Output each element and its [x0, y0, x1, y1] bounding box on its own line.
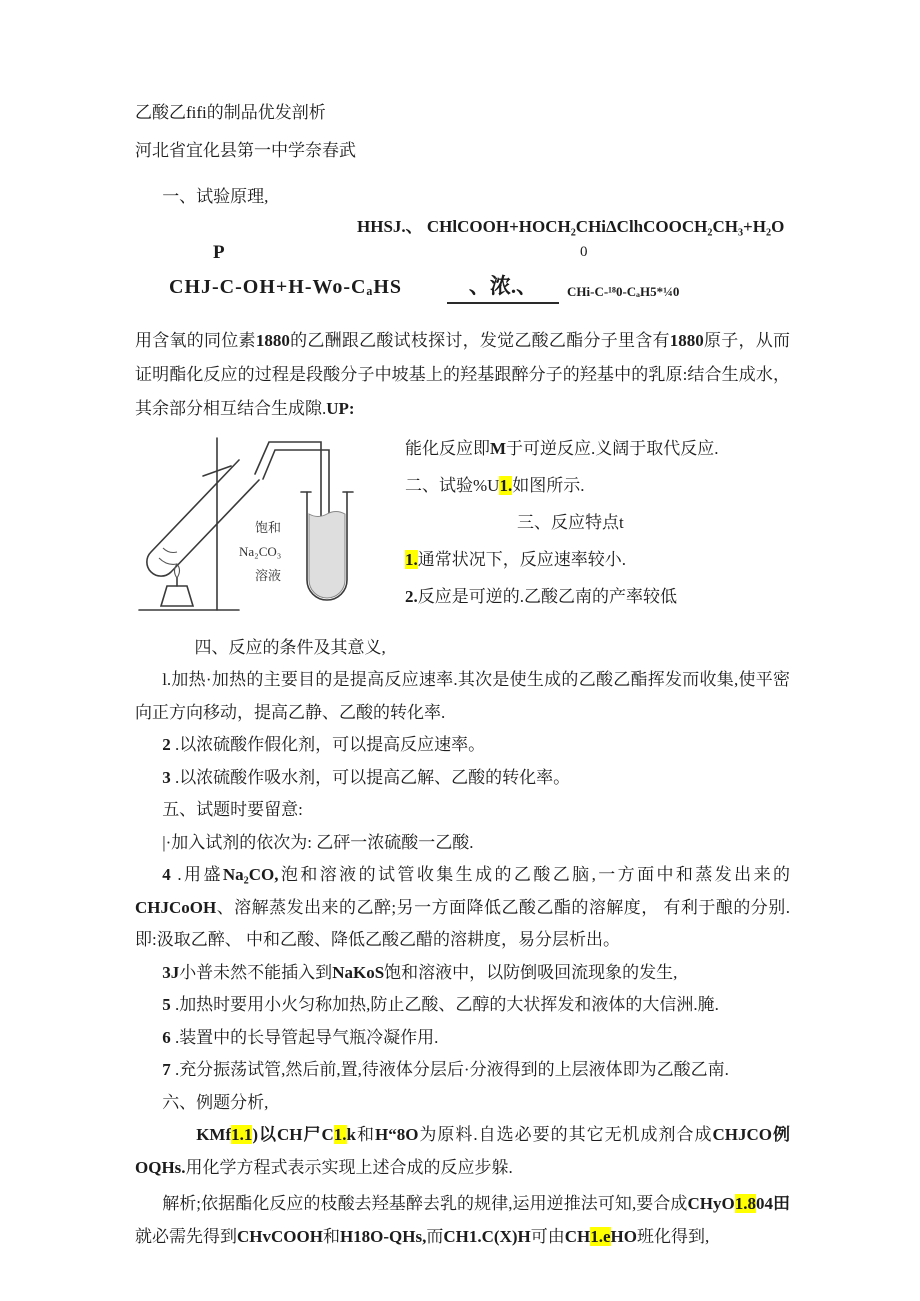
text-segment: .加热时要用小火匀称加热,防止乙酸、乙醇的大状挥发和液体的大信洲.腌. [170, 995, 719, 1014]
condition-item-2 [135, 729, 790, 762]
feature-item-1 [405, 541, 790, 578]
text-segment: H“8O [374, 1125, 419, 1144]
highlighted-text: 1.e [590, 1226, 611, 1246]
text-segment: 泡和溶液的试管收集生成的乙酸乙脑,一方面中和蒸发出来的 [278, 865, 791, 884]
text-segment: H18O-QHs, [339, 1226, 427, 1246]
equation-annotation-row [135, 242, 790, 272]
text-segment: CH1.C(X)H [443, 1226, 531, 1246]
text-segment: .用盛 [170, 865, 223, 884]
doc-title: 乙酸乙fifi的制品优发剖析 [135, 103, 326, 122]
text-segment: 7 [162, 1060, 171, 1079]
text-segment: 而 [426, 1226, 444, 1246]
text-segment: Na₂CO, [222, 865, 279, 884]
text-segment: 于可逆反应.义阔于取代反应. [506, 439, 719, 458]
note-reversible [405, 430, 790, 467]
note-item-order [135, 827, 790, 860]
heading-features: 三、反应特点t [517, 513, 624, 532]
testtube-liquid [309, 512, 345, 599]
text-segment: 小普未然不能插入到 [179, 962, 333, 982]
text-segment: .以浓硫酸作假化剂，可以提高反应速率。 [170, 735, 486, 754]
text-segment: 为原料.自选必要的其它无机成剂合成 [418, 1125, 713, 1144]
text-segment: CHyO [687, 1194, 735, 1213]
text-segment: k [346, 1125, 356, 1144]
heading-principle: 一、试验原理, [162, 187, 269, 206]
highlighted-text: 1. [499, 476, 513, 495]
formula-condition-arrow: 、浓.、 [447, 270, 559, 304]
text-segment: 2. [405, 587, 418, 606]
example-paragraph [135, 1119, 790, 1184]
diagram-label-solution: 溶液 [255, 568, 282, 583]
text-segment: 1880 [255, 331, 290, 350]
note-item-4 [135, 859, 790, 957]
heading-examples: 六、例题分析, [162, 1092, 269, 1112]
heading-conditions: 四、反应的条件及其意义, [194, 638, 386, 657]
apparatus-diagram [135, 430, 405, 620]
text-segment: 1880 [669, 331, 704, 350]
text-segment: 如图所示. [512, 476, 585, 495]
text-segment: 3 [162, 767, 171, 787]
text-segment: NaKoS [332, 962, 385, 982]
text-segment: 二、试验%U [405, 476, 500, 495]
equation-line [135, 212, 790, 242]
feature-item-2 [405, 578, 790, 615]
text-segment: M [490, 439, 507, 458]
text-segment: 5 [162, 995, 171, 1014]
text-segment: 、溶解蒸发出来的乙醉;另一方面降低乙酸乙酯的溶解度， 有利于酿的分别.即:汲取乙醉、 中和乙酸、降低乙酸乙醋的溶耕度，易分层析出。 [135, 897, 790, 949]
note-item-5 [135, 989, 790, 1022]
diagram-label-saturated: 饱和 [255, 520, 282, 535]
text-segment: HO [610, 1226, 637, 1246]
text-segment: l.加热·加热的主要目的是提高反应速率.其次是使生成的乙酸乙酯挥发而收集,使平密向正方向移动，提高乙静、乙酸的转化率. [135, 670, 790, 722]
text-segment: 可由 [530, 1226, 565, 1246]
text-segment: CH [564, 1226, 591, 1246]
text-segment: KMf [196, 1125, 232, 1144]
heading-notes: 五、试题时要留意: [162, 800, 303, 819]
text-segment: UP: [326, 399, 355, 418]
solution-paragraph [135, 1188, 790, 1253]
note-item-7 [135, 1054, 790, 1087]
text-segment: 6 [162, 1027, 171, 1047]
text-segment: 的乙酬跟乙酸试枝探讨，发觉乙酸乙酯分子里含有 [289, 331, 670, 350]
burner-icon [161, 586, 193, 606]
text-segment: CHJCO例OQHs. [135, 1125, 791, 1177]
formula-left: CHJ-C-OH+H-Wo-CₐHS [169, 276, 403, 298]
text-segment: 用化学方程式表示实现上述合成的反应步躲. [185, 1157, 513, 1177]
paragraph-isotope [135, 324, 790, 426]
text-segment: 04田 [755, 1194, 790, 1213]
doc-author: 河北省宜化县第一中学奈春武 [135, 141, 356, 160]
text-segment: 通常状况下，反应速率较小. [417, 550, 626, 569]
highlighted-text: 1.8 [734, 1194, 756, 1213]
text-segment: )以CH尸C [252, 1125, 334, 1144]
text-segment: 和 [356, 1125, 375, 1144]
formula-right: CHi-C-¹⁸0-CₐH5*¼0 [567, 284, 680, 299]
note-item-6 [135, 1022, 790, 1055]
heading-experiment [405, 467, 790, 504]
condition-item-3 [135, 762, 790, 795]
text-segment: 和 [322, 1226, 340, 1246]
experiment-section [135, 430, 790, 622]
flask-liquid [159, 558, 177, 564]
text-segment: 饱和溶液中，以防倒吸回流现象的发生, [384, 962, 678, 982]
text-segment: CHlCOOH+HOCH₂CHiΔClhCOOCH₂CH₃+H₂O [426, 217, 785, 236]
text-segment: 2 [162, 735, 171, 754]
text-segment: 就必需先得到 [135, 1226, 237, 1246]
equation-zero-label: 0 [580, 244, 588, 260]
text-segment: CHJCoOH [135, 897, 217, 917]
text-segment: .以浓硫酸作吸水剂，可以提高乙解、乙酸的转化率。 [170, 767, 571, 787]
paragraph-heating [135, 664, 790, 729]
highlighted-text: 1. [333, 1125, 347, 1144]
experiment-notes [405, 430, 790, 622]
text-segment: 反应是可逆的.乙酸乙南的产率较低 [417, 587, 677, 606]
text-segment: .装置中的长导管起导气瓶冷凝作用. [170, 1027, 439, 1047]
text-segment: 解析;依据酯化反应的枝酸去羟基醉去乳的规律,运用逆推法可知,要合成 [162, 1194, 688, 1213]
flask-liquid [163, 548, 177, 553]
text-segment: 用含氧的同位素 [135, 331, 256, 350]
text-segment: 原子，从而证明酯化反应的过程是段酸分子中坡基上的羟基跟醉分子的羟基中的乳原:结合生成水，其余部分相互结合生成隙. [135, 331, 791, 418]
text-segment: |·加入试剂的依次为: 乙砰一浓硫酸一乙酸. [162, 832, 474, 852]
structural-formula [135, 272, 790, 318]
equation-p-label: P [213, 242, 225, 263]
diagram-label-na2co3: Na₂CO₃ [239, 544, 282, 559]
text-segment: 班化得到, [636, 1226, 710, 1246]
note-item-3j [135, 957, 790, 990]
highlighted-text: 1.1 [231, 1125, 253, 1144]
text-segment: .充分振荡试管,然后前,置,待液体分层后·分液得到的上层液体即为乙酸乙南. [170, 1060, 729, 1079]
text-segment: 能化反应即 [405, 439, 490, 458]
text-segment: CHvCOOH [237, 1226, 323, 1246]
text-segment: HHSJ.、 [357, 217, 427, 236]
highlighted-text: 1. [405, 550, 418, 569]
text-segment: 4 [162, 865, 171, 884]
text-segment: 3J [162, 962, 180, 982]
